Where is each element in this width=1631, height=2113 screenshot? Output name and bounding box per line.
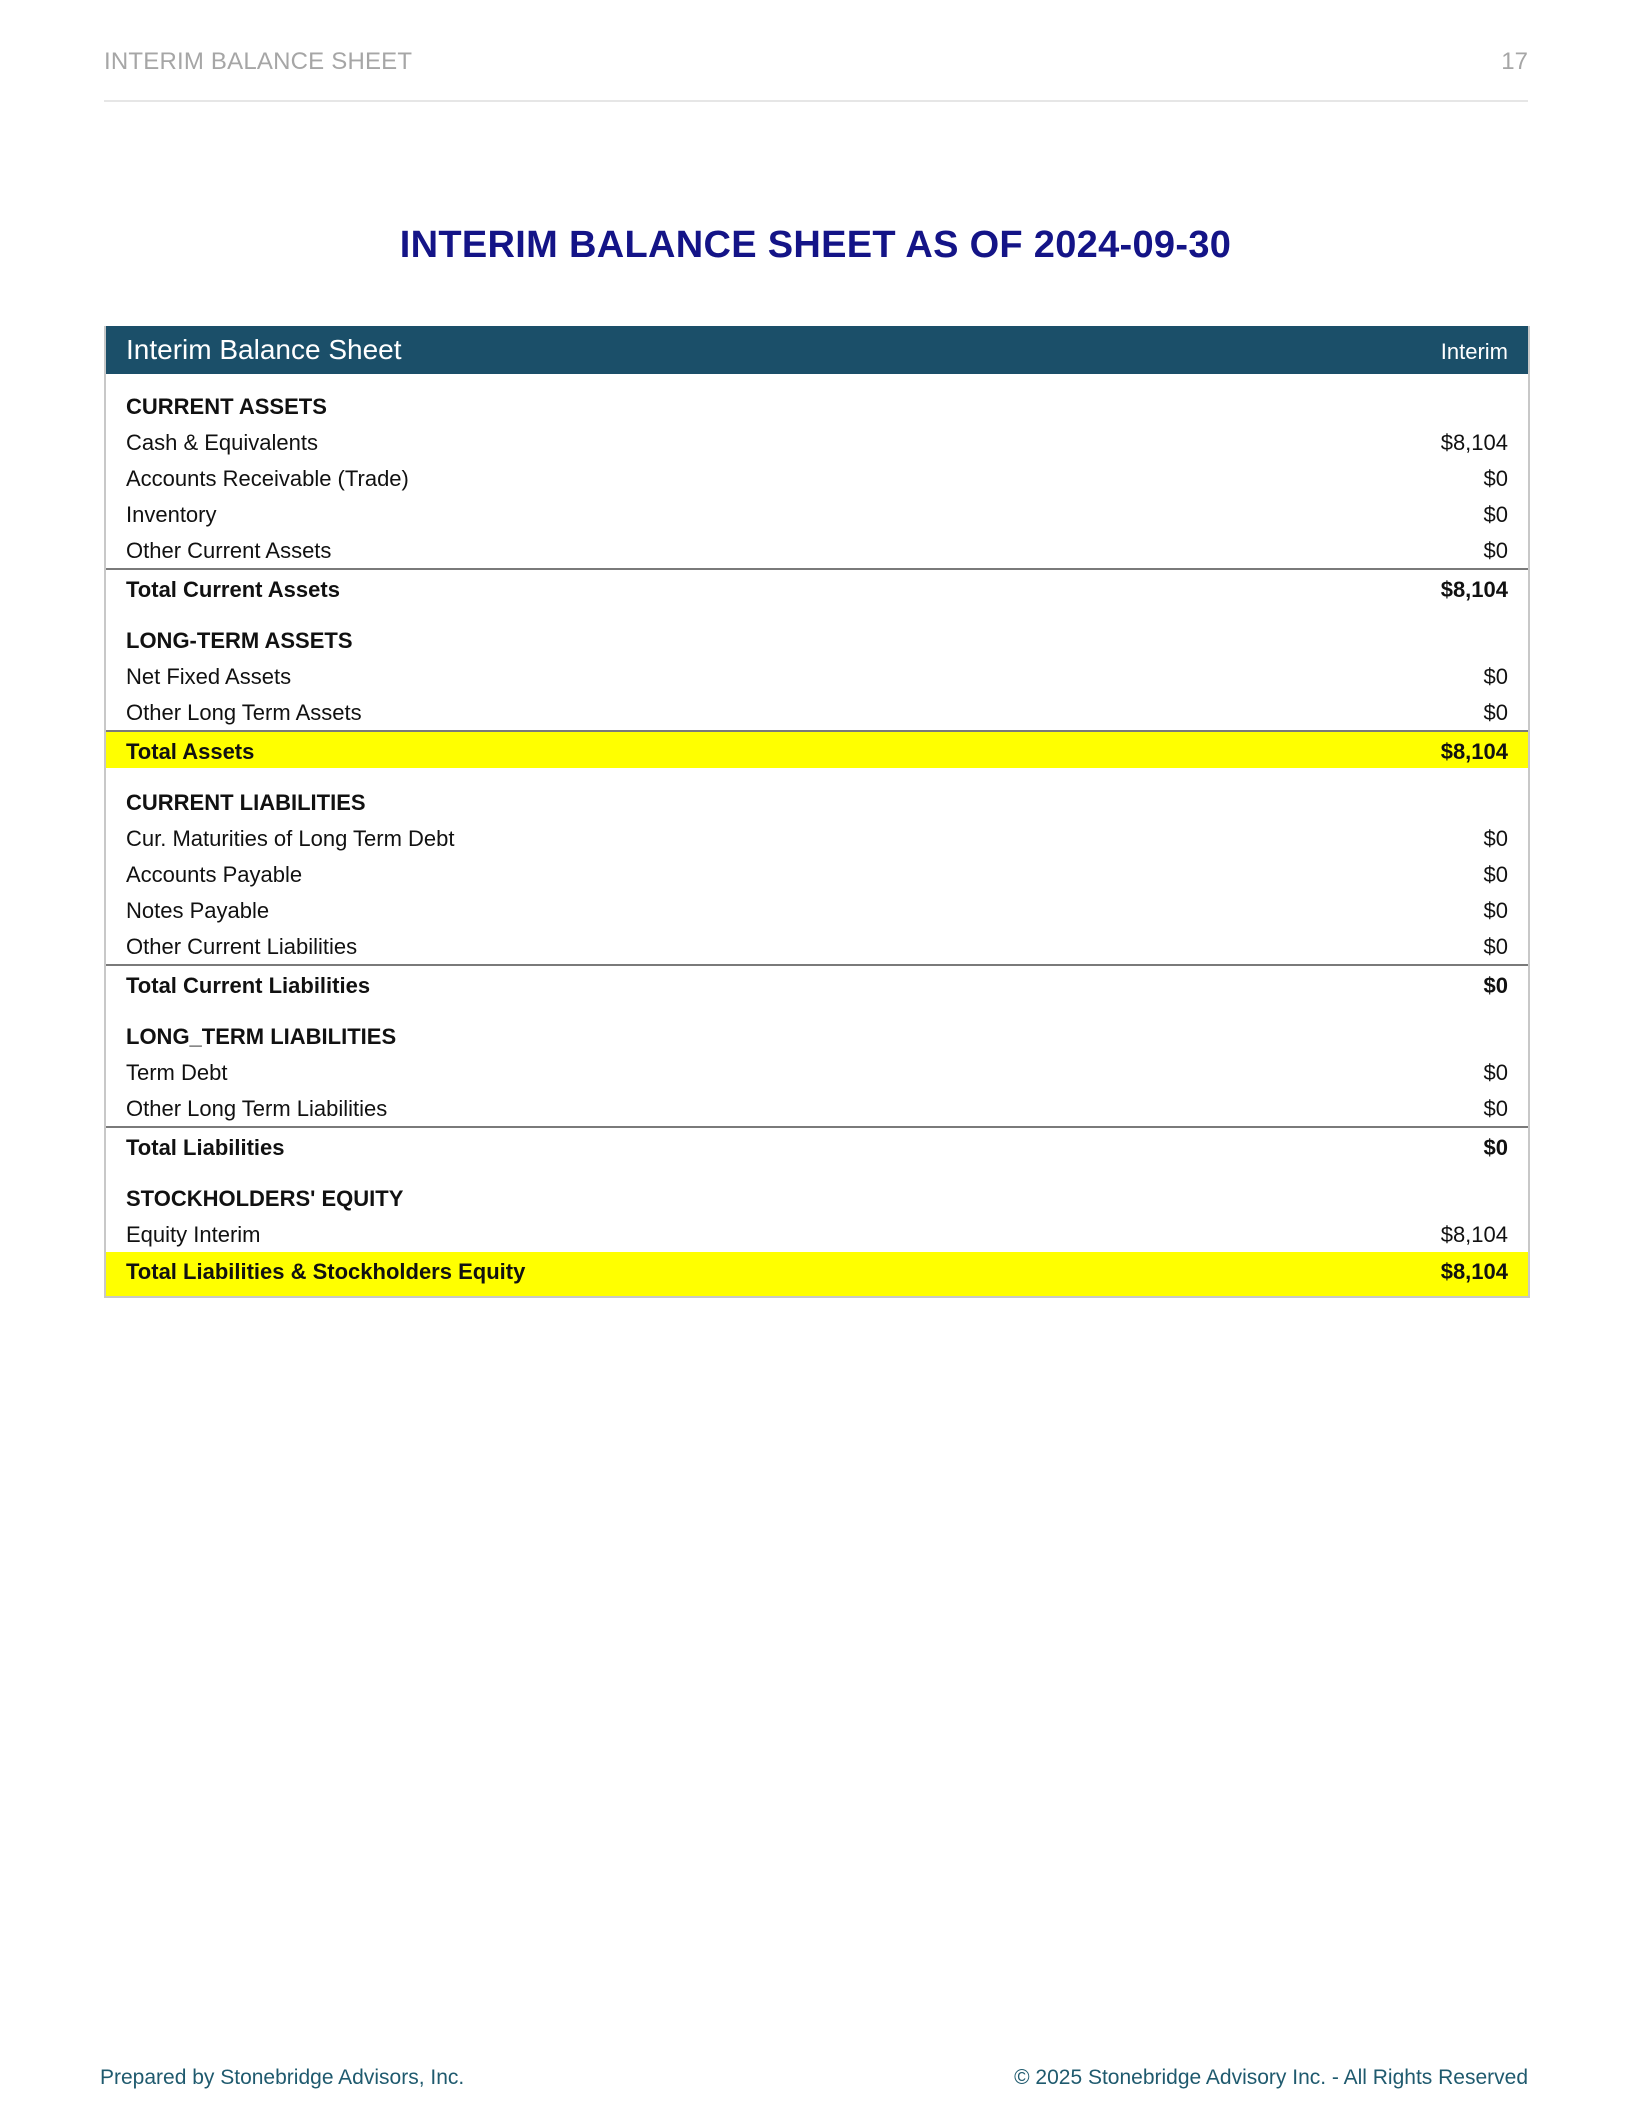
table-title: Interim Balance Sheet [126,334,402,365]
row-label: Cur. Maturities of Long Term Debt [126,826,455,851]
total-value: $8,104 [1440,739,1508,764]
total-value: $8,104 [1440,1259,1508,1284]
table-row [106,496,1528,532]
total-label: Total Liabilities & Stockholders Equity [126,1259,526,1284]
row-label: Equity Interim [126,1222,261,1247]
table-row [106,1216,1528,1252]
page-header [104,48,1528,102]
row-value: $0 [1483,934,1508,959]
row-value: $8,104 [1440,1222,1508,1247]
row-label: Other Long Term Liabilities [126,1096,388,1121]
table-row [106,1090,1528,1126]
total-value: $0 [1483,973,1508,998]
section-spacer [106,1002,1528,1018]
row-value: $0 [1483,502,1508,527]
total-label: Total Liabilities [126,1135,285,1160]
total-label: Total Assets [126,739,255,764]
column-header-interim: Interim [1440,339,1508,364]
page-number: 17 [1501,48,1528,75]
row-label: Other Current Assets [126,538,332,563]
table-row [106,460,1528,496]
row-label: Inventory [126,502,217,527]
row-value: $8,104 [1440,430,1508,455]
row-value: $0 [1483,700,1508,725]
total-row-assets [106,730,1528,768]
row-value: $0 [1483,538,1508,563]
total-row-current-assets [106,568,1528,606]
row-value: $0 [1483,466,1508,491]
table-header [106,326,1528,374]
section-heading-current-liabilities [106,784,1528,820]
section-label: STOCKHOLDERS' EQUITY [126,1186,404,1211]
section-spacer [106,606,1528,622]
row-label: Notes Payable [126,898,270,923]
row-value: $0 [1483,1060,1508,1085]
section-label: LONG_TERM LIABILITIES [126,1024,397,1049]
row-value: $0 [1483,862,1508,887]
total-label: Total Current Assets [126,577,340,602]
total-label: Total Current Liabilities [126,973,371,998]
document-title: INTERIM BALANCE SHEET AS OF 2024-09-30 [399,224,1232,266]
total-value: $0 [1483,1135,1508,1160]
section-heading-long-term-assets [106,622,1528,658]
footer-copyright: © 2025 Stonebridge Advisory Inc. - All Rights Reserved [1014,2066,1528,2089]
section-label: LONG-TERM ASSETS [126,628,353,653]
row-label: Accounts Receivable (Trade) [126,466,409,491]
row-value: $0 [1483,1096,1508,1121]
table-row [106,892,1528,928]
row-label: Accounts Payable [126,862,303,887]
table-row [106,694,1528,730]
row-value: $0 [1483,664,1508,689]
total-row-current-liabilities [106,964,1528,1002]
row-value: $0 [1483,898,1508,923]
balance-sheet-table [104,326,1530,1298]
section-spacer [106,1164,1528,1180]
running-header-title: INTERIM BALANCE SHEET [104,48,413,75]
section-label: CURRENT LIABILITIES [126,790,366,815]
table-row [106,928,1528,964]
row-label: Other Current Liabilities [126,934,358,959]
section-heading-stockholders-equity [106,1180,1528,1216]
row-value: $0 [1483,826,1508,851]
table-row [106,532,1528,568]
total-value: $8,104 [1440,577,1508,602]
section-heading-long-term-liabilities [106,1018,1528,1054]
footer-prepared-by: Prepared by Stonebridge Advisors, Inc. [100,2066,465,2089]
table-row [106,1054,1528,1090]
row-label: Term Debt [126,1060,228,1085]
row-label: Cash & Equivalents [126,430,318,455]
row-label: Net Fixed Assets [126,664,292,689]
section-heading-current-assets [106,388,1528,424]
total-row-liabilities-and-equity [106,1252,1528,1296]
table-body [106,374,1528,1296]
section-spacer [106,768,1528,784]
table-row [106,856,1528,892]
table-row [106,658,1528,694]
table-row [106,820,1528,856]
row-label: Other Long Term Assets [126,700,362,725]
table-row [106,424,1528,460]
total-row-liabilities [106,1126,1528,1164]
section-label: CURRENT ASSETS [126,394,327,419]
